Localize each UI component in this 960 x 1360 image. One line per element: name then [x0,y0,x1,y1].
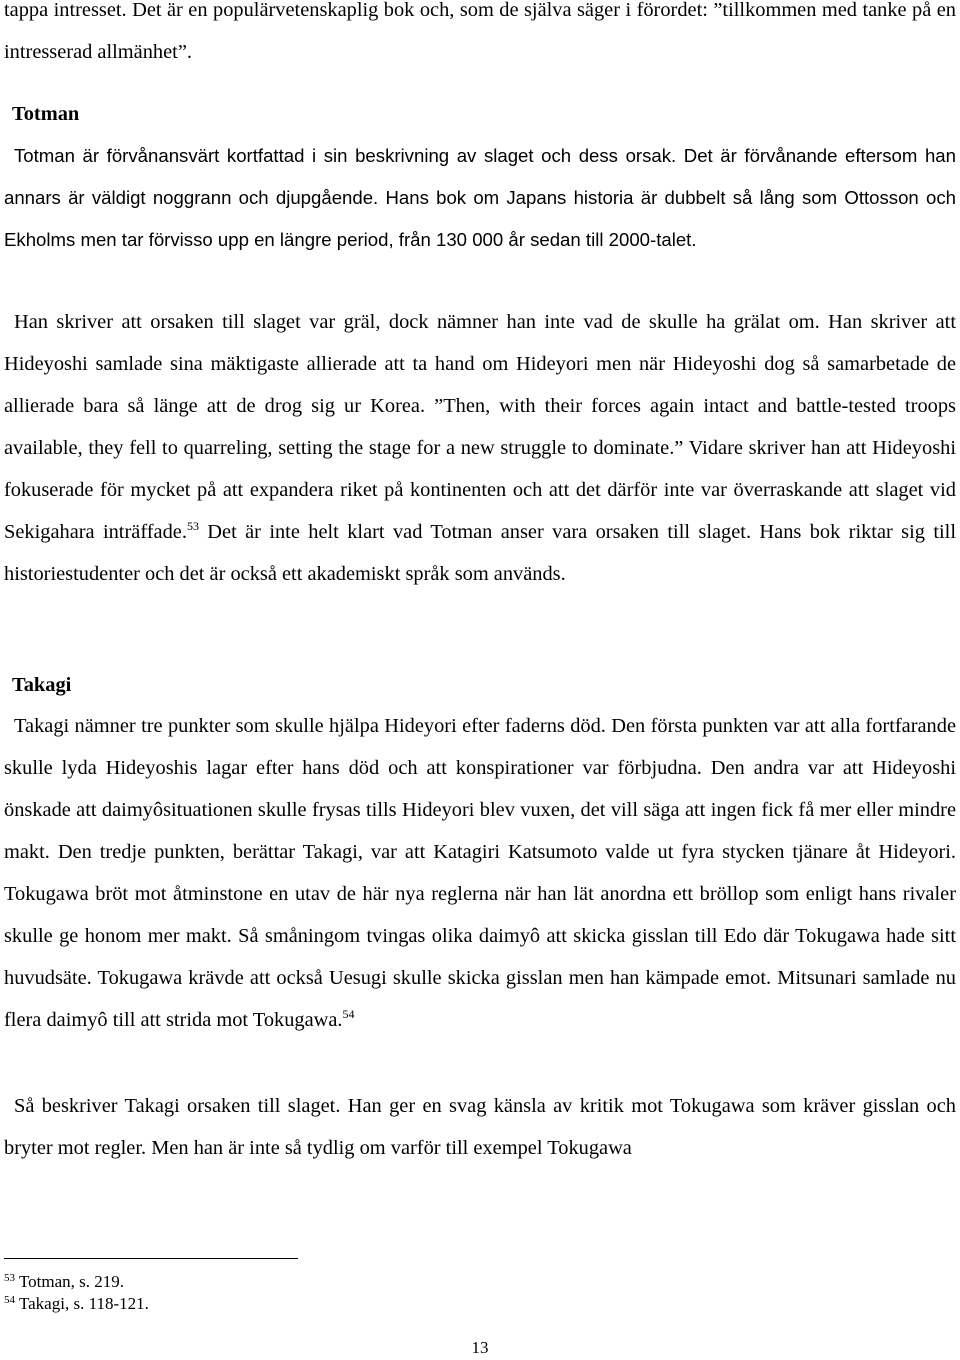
footnote-ref-53[interactable]: 53 [186,519,199,533]
footnote-ref-54[interactable]: 54 [342,1007,355,1021]
footnote-54 [4,1294,149,1314]
footnote-number: 53 [4,1272,15,1284]
heading-totman: Totman [12,103,80,125]
footnote-number: 54 [4,1294,15,1306]
heading-takagi: Takagi [12,674,72,696]
totman-paragraph-2 [4,301,956,595]
footnote-53 [4,1272,124,1292]
totman-paragraph-1: Totman är förvånansvärt kortfattad i sin beskrivning av slaget och dess orsak. Det är förvånande eftersom han annars är väldigt noggrann och djupgående. Hans bok om Japans historia är dubbelt så lång som Ottosson och Ekholms men tar förvisso upp en längre period, från 130 000 år sedan till 2000-talet. [4,145,956,250]
footnote-separator [4,1258,298,1259]
takagi-paragraph-2: Så beskriver Takagi orsaken till slaget. Han ger en svag känsla av kritik mot Tokugawa som kräver gisslan och bryter mot regler. Men han är inte så tydlig om varför till exempel Tokugawa [4,1095,956,1159]
totman-paragraph-2-text: Han skriver att orsaken till slaget var gräl, dock nämner han inte vad de skulle ha grälat om. Han skriver att Hideyoshi samlade sina mäktigaste allierade att ta hand om Hideyori men när Hideyoshi dog så samarbetade de allierade bara så länge att de drog sig ur Korea. ”Then, with their forces again intact and battle-tested troops available, they fell to quarreling, setting the stage for a new struggle to dominate.” Vidare skriver han att Hideyoshi fokuserade för mycket på att expandera riket på kontinenten och att det därför inte var överraskande att slaget vid Sekigahara inträffade. [4,311,956,543]
totman-paragraph-2-text-cont: Det är inte helt klart vad Totman anser vara orsaken till slaget. Hans bok riktar sig till historiestudenter och det är också ett akademiskt språk som används. [4,521,957,585]
intro-paragraph: tappa intresset. Det är en populärvetenskaplig bok och, som de själva säger i förordet: ”tillkommen med tanke på en intresserad allmänhet”. [4,0,956,63]
footnote-text: Takagi, s. 118-121. [15,1294,149,1313]
footnote-text: Totman, s. 219. [15,1272,124,1291]
takagi-paragraph-1-text: Takagi nämner tre punkter som skulle hjälpa Hideyori efter faderns död. Den första punkten var att alla fortfarande skulle lyda Hideyoshis lagar efter hans död och att konspirationer var förbjudna. Den andra var att Hideyoshi önskade att daimyôsituationen skulle frysas tills Hideyori blev vuxen, det vill säga att ingen fick få mer eller mindre makt. Den tredje punkten, berättar Takagi, var att Katagiri Katsumoto valde ut fyra stycken tjänare åt Hideyori. Tokugawa bröt mot åtminstone en utav de här nya reglerna när han lät anordna ett bröllop som enligt hans rivaler skulle ge honom mer makt. Så småningom tvingas olika daimyô att skicka gisslan till Edo där Tokugawa hade sitt huvudsäte. Tokugawa krävde att också Uesugi skulle skicka gisslan men han kämpade emot. Mitsunari samlade nu flera daimyô till att strida mot Tokugawa. [4,715,956,1031]
page-number: 13 [471,1338,489,1357]
takagi-paragraph-1 [4,705,956,1041]
